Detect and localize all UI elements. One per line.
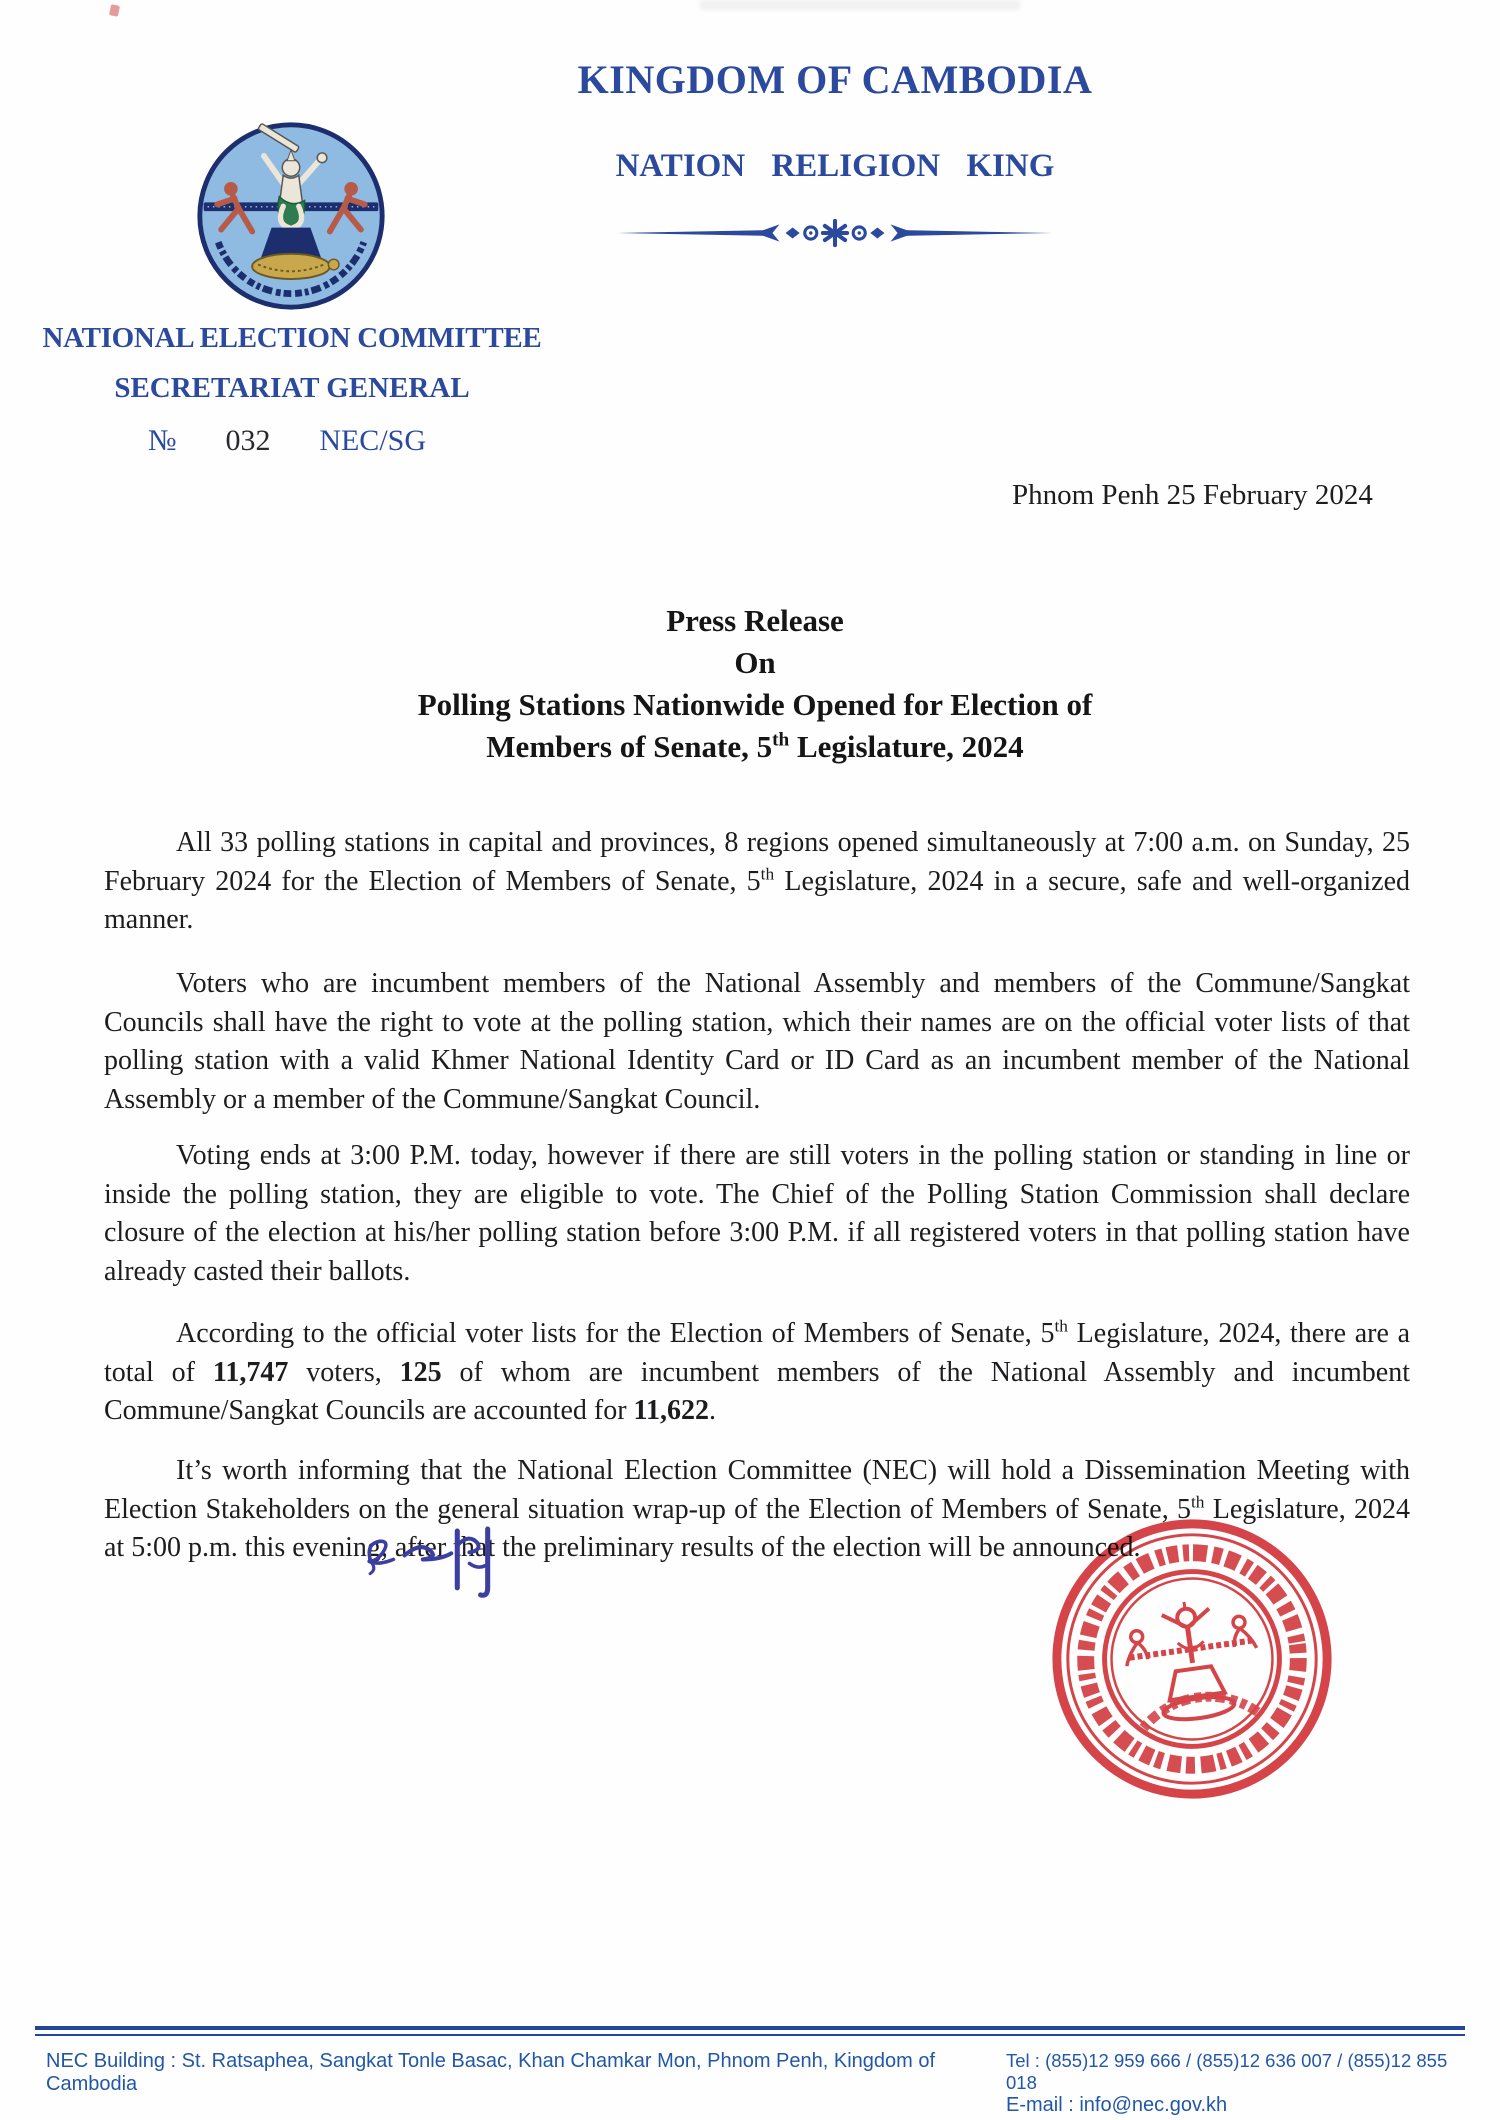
kingdom-title: KINGDOM OF CAMBODIA <box>577 57 1093 102</box>
title-line-3: Polling Stations Nationwide Opened for Election of <box>417 687 1093 722</box>
dateline: Phnom Penh 25 February 2024 <box>1012 479 1373 511</box>
reference-number-line <box>148 424 426 458</box>
ref-no-value: 032 <box>225 424 271 457</box>
committee-name: NATIONAL ELECTION COMMITTEE <box>42 322 542 354</box>
handwritten-initials-icon <box>360 1516 512 1614</box>
paragraph-4: According to the official voter lists for the Election of Members of Senate, 5th Legislature, 2024, there are a total of 11,747 voters, 125 of whom are incumbent members of the National Assembly and incumbent Commune/Sangkat Councils are accounted for 11,622. <box>104 1316 1410 1427</box>
assembly-members-count: 125 <box>399 1356 442 1388</box>
ornamental-divider-icon <box>618 216 1052 250</box>
footer-divider <box>35 2026 1465 2036</box>
scan-artifact-smudge <box>700 0 1020 10</box>
national-motto: NATION RELIGION KING <box>615 148 1055 184</box>
paragraph-3: Voting ends at 3:00 P.M. today, however if there are still voters in the polling station or standing in line or inside the polling station, they are eligible to vote. The Chief of the Polling Station Commission shall declare closure of the election at his/her polling station before 3:00 P.M. if all registered voters in that polling station have already casted their ballots. <box>104 1140 1410 1287</box>
ref-no-label: № <box>148 424 177 457</box>
nec-emblem-icon <box>194 116 388 316</box>
footer-telephone: Tel : (855)12 959 666 / (855)12 636 007 / (855)12 855 018 <box>1006 2050 1448 2093</box>
secretariat-name: SECRETARIAT GENERAL <box>114 372 470 404</box>
footer-email: E-mail : info@nec.gov.kh <box>1006 2094 1228 2116</box>
paragraph-2: Voters who are incumbent members of the National Assembly and members of the Commune/Sangkat Councils shall have the right to vote at the polling station, which their names are on the official voter lists of that polling station with a valid Khmer National Identity Card or ID Card as an incumbent member of the National Assembly or a member of the Commune/Sangkat Council. <box>104 968 1410 1115</box>
title-line-1: Press Release <box>666 603 844 638</box>
paragraph-5: It’s worth informing that the National Election Committee (NEC) will hold a Dissemination Meeting with Election Stakeholders on the general situation wrap-up of the Election of Members of Senate, 5th Legislature, 2024 at 5:00 p.m. this evening, after that the preliminary results of the election will be announced. <box>104 1455 1410 1564</box>
ref-no-suffix: NEC/SG <box>319 424 426 457</box>
document-title <box>96 600 1414 768</box>
official-red-seal-icon <box>1043 1510 1341 1808</box>
title-line-4: Members of Senate, 5th Legislature, 2024 <box>486 729 1024 764</box>
voters-total: 11,747 <box>212 1356 289 1388</box>
scan-artifact-red <box>109 4 120 17</box>
title-line-2: On <box>734 645 776 680</box>
footer-address: NEC Building : St. Ratsaphea, Sangkat Tonle Basac, Khan Chamkar Mon, Phnom Penh, Kingdom of Cambodia <box>46 2050 936 2095</box>
council-members-count: 11,622 <box>633 1395 709 1427</box>
paragraph-1: All 33 polling stations in capital and provinces, 8 regions opened simultaneously at 7:00 a.m. on Sunday, 25 February 2024 for the Election of Members of Senate, 5th Legislature, 2024 in a secure, safe and well-organized manner. <box>104 827 1411 936</box>
